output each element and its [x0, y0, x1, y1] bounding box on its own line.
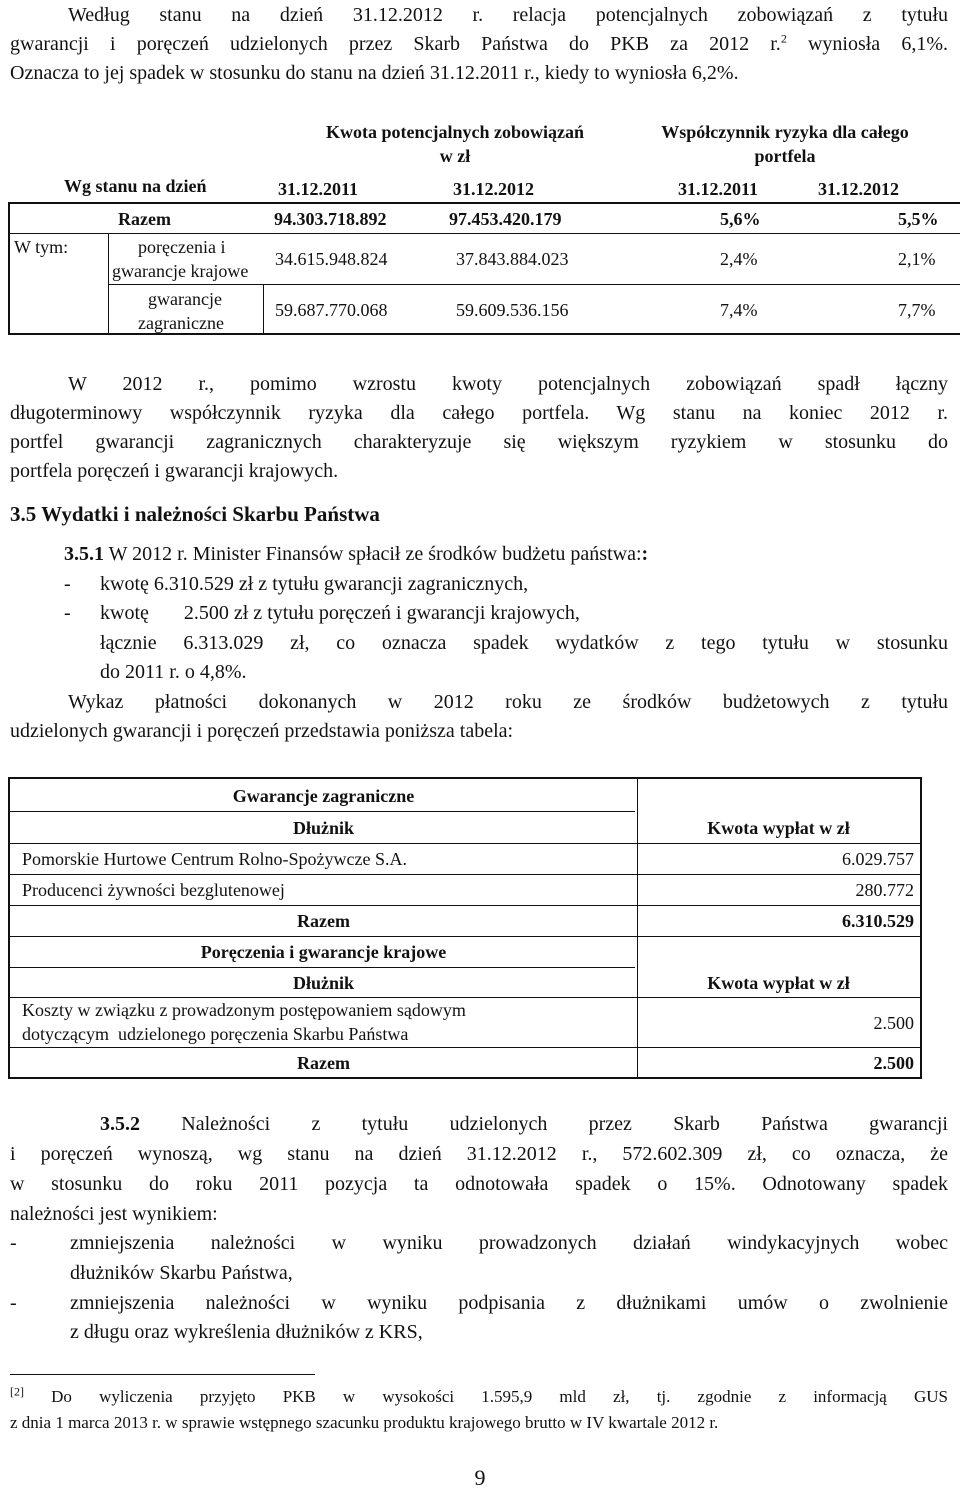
intro-line-2a: gwarancji i poręczeń udzielonych przez Skarb Państwa do PKB za 2012 r. — [10, 33, 781, 55]
date-3: 31.12.2011 — [678, 179, 759, 199]
row-foreign-label-2: zagraniczne — [138, 313, 224, 333]
domestic-debtor-1-line-2: dotyczącym udzielonego poręczenia Skarbu Państwa — [22, 1024, 409, 1044]
row-divider — [10, 843, 920, 844]
bullet-2-line-2: z długu oraz wykreślenia dłużników z KRS, — [70, 1321, 423, 1343]
dash-3: - — [10, 1232, 17, 1254]
foreign-total-label: Razem — [297, 911, 350, 931]
footnote-rule — [10, 1374, 315, 1375]
date-4: 31.12.2012 — [818, 179, 899, 199]
row-divider — [10, 874, 920, 875]
dash-4: - — [10, 1292, 17, 1314]
intro-line-2b: wyniosła 6,1%. — [786, 33, 948, 55]
list-item-3-line-2: do 2011 r. o 4,8%. — [100, 661, 247, 683]
bullet-1-line-1: zmniejszenia należności w wyniku prowadzonych działań windykacyjnych wobec — [70, 1232, 948, 1254]
row-foreign-label-1: gwarancje — [148, 289, 222, 309]
header-date: Wg stanu na dzień — [64, 176, 207, 196]
para2-line-2: długoterminowy współczynnik ryzyka dla całego portfela. Wg stanu na koniec 2012 r. — [10, 402, 948, 424]
domestic-title: Poręczenia i gwarancje krajowe — [200, 942, 447, 962]
section-heading: 3.5 Wydatki i należności Skarbu Państwa — [10, 502, 380, 526]
wykaz-line-1: Wykaz płatności dokonanych w 2012 roku ze środków budżetowych z tytułu — [68, 691, 948, 713]
row-divider — [10, 811, 635, 812]
para3-line-3: w stosunku do roku 2011 pozycja ta odnotowała spadek o 15%. Odnotowany spadek — [10, 1173, 948, 1195]
row-foreign-r2: 7,7% — [898, 300, 936, 320]
row-foreign-v1: 59.687.770.068 — [275, 300, 388, 320]
domestic-debtor-header: Dłużnik — [292, 973, 355, 993]
header-amount-l2: w zł — [439, 146, 471, 166]
row-domestic-label-1: poręczenia i — [138, 237, 226, 257]
list-item-1: kwotę 6.310.529 zł z tytułu gwarancji zagranicznych, — [100, 573, 529, 595]
colon: : — [641, 543, 649, 565]
col-divider — [263, 284, 264, 335]
foreign-amount-header: Kwota wypłat w zł — [707, 818, 850, 838]
foreign-total: 6.310.529 — [842, 911, 914, 931]
bullet-1-line-2: dłużników Skarbu Państwa, — [70, 1262, 293, 1284]
para3-line-1-text: Należności z tytułu udzielonych przez Skarb Państwa gwarancji — [140, 1113, 948, 1135]
para3-line-2: i poręczeń wynoszą, wg stanu na dzień 31.12.2012 r., 572.602.309 zł, co oznacza, że — [10, 1143, 948, 1165]
row-domestic-label-2: gwarancje krajowe — [112, 261, 249, 281]
row-domestic-v2: 37.843.884.023 — [456, 249, 569, 269]
footnote-line-1 — [10, 1384, 948, 1409]
row-total-v1: 94.303.718.892 — [274, 209, 387, 229]
date-2: 31.12.2012 — [453, 179, 534, 199]
header-amount-l1: Kwota potencjalnych zobowiązań — [326, 122, 584, 142]
subsection-number: 3.5.2 — [100, 1113, 140, 1135]
row-total-label: Razem — [118, 209, 171, 229]
row-foreign-v2: 59.609.536.156 — [456, 300, 569, 320]
foreign-debtor-header: Dłużnik — [292, 818, 355, 838]
page-number: 9 — [474, 1465, 486, 1490]
row-domestic-v1: 34.615.948.824 — [275, 249, 388, 269]
foreign-debtor-1: Pomorskie Hurtowe Centrum Rolno-Spożywcze S.A. — [22, 849, 407, 869]
wykaz-line-2: udzielonych gwarancji i poręczeń przedstawia poniższa tabela: — [10, 720, 514, 742]
footnote-line-2: z dnia 1 marca 2013 r. w sprawie wstępnego szacunku produktu krajowego brutto w IV kwartale 2012 r. — [10, 1413, 719, 1432]
row-total-r1: 5,6% — [720, 209, 761, 229]
footnote-mark: [2] — [10, 1384, 24, 1399]
col-divider — [108, 233, 109, 335]
row-divider — [10, 967, 635, 968]
row-domestic-r1: 2,4% — [720, 249, 758, 269]
row-divider — [10, 936, 920, 937]
domestic-amount-1: 2.500 — [873, 1013, 914, 1033]
list-item-3-line-1: łącznie 6.313.029 zł, co oznacza spadek wydatków z tego tytułu w stosunku — [100, 632, 948, 654]
para2-line-4: portfela poręczeń i gwarancji krajowych. — [10, 460, 339, 482]
para3-line-4: należności jest wynikiem: — [10, 1203, 218, 1225]
domestic-debtor-1-line-1: Koszty w związku z prowadzonym postępowaniem sądowym — [22, 1000, 466, 1020]
payments-table — [8, 777, 922, 1079]
para3-line-1 — [100, 1110, 948, 1139]
intro-line-2 — [10, 30, 948, 59]
row-divider — [108, 284, 960, 285]
dash-2: - — [64, 602, 71, 624]
in-which-label: W tym: — [14, 237, 69, 257]
header-risk-l2: portfela — [754, 146, 816, 166]
foreign-title: Gwarancje zagraniczne — [232, 786, 415, 806]
row-total-r2: 5,5% — [898, 209, 939, 229]
bullet-2-line-1: zmniejszenia należności w wyniku podpisania z dłużnikami umów o zwolnienie — [70, 1292, 948, 1314]
list-item-2: kwotę 2.500 zł z tytułu poręczeń i gwarancji krajowych, — [100, 602, 580, 624]
row-total-v2: 97.453.420.179 — [449, 209, 562, 229]
row-foreign-r1: 7,4% — [720, 300, 758, 320]
row-divider — [10, 233, 960, 234]
header-risk-l1: Współczynnik ryzyka dla całego — [661, 122, 909, 142]
intro-line-3: Oznacza to jej spadek w stosunku do stanu na dzień 31.12.2011 r., kiedy to wyniosła 6,2%. — [10, 62, 739, 84]
row-divider — [10, 905, 920, 906]
domestic-amount-header: Kwota wypłat w zł — [707, 973, 850, 993]
foreign-amount-1: 6.029.757 — [842, 849, 914, 869]
domestic-total: 2.500 — [873, 1053, 914, 1073]
subsection-number: 3.5.1 — [64, 543, 104, 565]
footnote-line-1-text: Do wyliczenia przyjęto PKB w wysokości 1.595,9 mld zł, tj. zgodnie z informacją GUS — [24, 1387, 948, 1406]
foreign-amount-2: 280.772 — [855, 880, 914, 900]
date-1: 31.12.2011 — [278, 179, 359, 199]
para2-line-3: portfel gwarancji zagranicznych charakteryzuje się większym ryzykiem w stosunku do — [10, 431, 948, 453]
foreign-debtor-2: Producenci żywności bezglutenowej — [22, 880, 285, 900]
footnote-ref[interactable]: 2 — [780, 31, 787, 46]
domestic-total-label: Razem — [297, 1053, 350, 1073]
subsection-3-5-1 — [64, 540, 954, 569]
subsection-text: W 2012 r. Minister Finansów spłacił ze środków budżetu państwa: — [104, 543, 642, 565]
para2-line-1: W 2012 r., pomimo wzrostu kwoty potencjalnych zobowiązań spadł łączny — [68, 373, 948, 395]
row-divider — [10, 1047, 920, 1048]
dash-1: - — [64, 573, 71, 595]
intro-line-1: Według stanu na dzień 31.12.2012 r. relacja potencjalnych zobowiązań z tytułu — [68, 4, 948, 26]
row-domestic-r2: 2,1% — [898, 249, 936, 269]
